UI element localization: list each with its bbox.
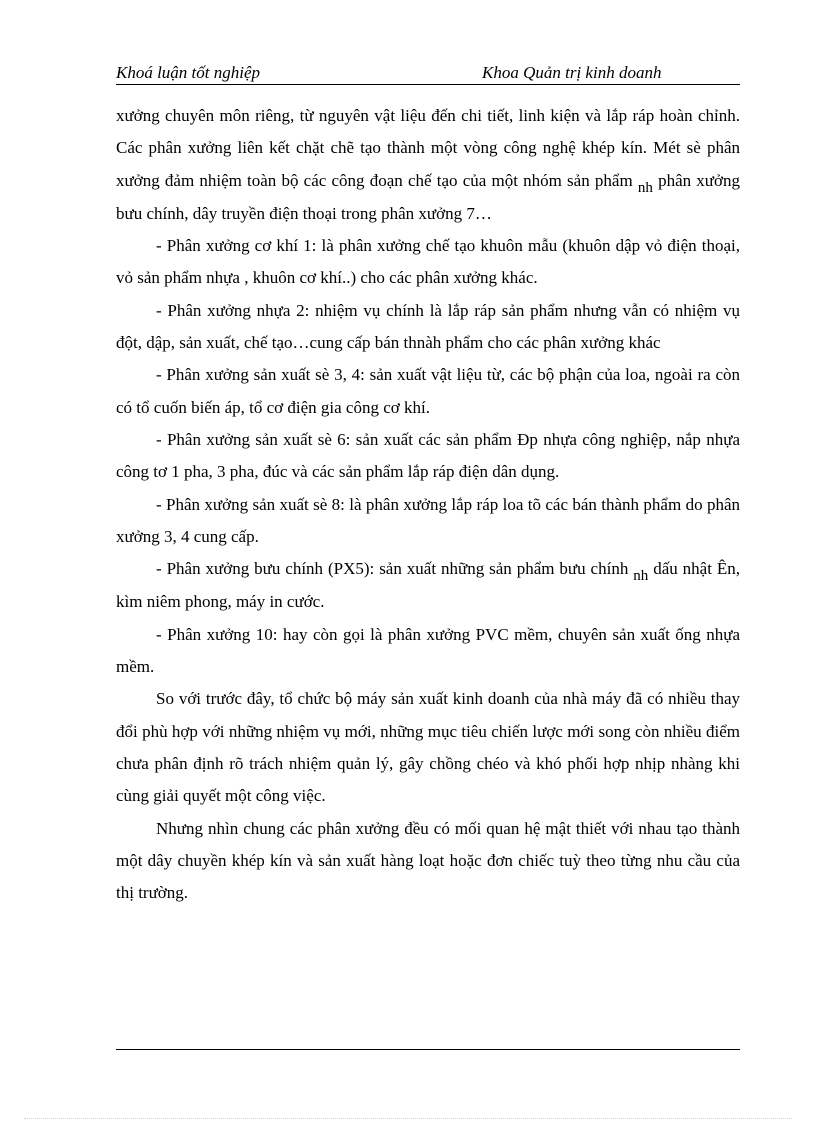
paragraph-nhua-2: - Phân xưởng nhựa 2: nhiệm vụ chính là lắp ráp sản phẩm nhưng vẫn có nhiệm vụ đột, dập, sản xuất, chế tạo…cung cấp bán thnàh phẩm cho các phân xưởng khác [116, 300, 740, 353]
paragraph-san-xuat-6: - Phân xưởng sản xuất sè 6: sản xuất các sản phẩm Ðp nhựa công nghiệp, nắp nhựa công tơ 1 pha, 3 pha, đúc và các sản phẩm lắp ráp điện dân dụng. [116, 429, 740, 482]
paragraph-san-xuat-3-4: - Phân xưởng sản xuất sè 3, 4: sản xuất vật liệu từ, các bộ phận của loa, ngoài ra còn có tổ cuốn biến áp, tổ cơ điện gia công cơ khí. [116, 365, 740, 417]
page-header [116, 62, 740, 85]
footer-divider [116, 1049, 740, 1050]
paragraph-1-text-a: xưởng chuyên môn riêng, từ nguyên vật liệu đến chi tiết, linh kiện và lắp ráp hoàn chỉnh. Các phân xưởng liên kết chặt chẽ tạo thành một vòng công nghệ khép kín. Mét sè phân xưởng đảm nhiệm toàn bộ các công đoạn chế tạo của một nhóm sản phẩm [116, 106, 740, 190]
header-left-title: Khoá luận tốt nghiệp [116, 63, 261, 82]
paragraph-so-voi-truoc: So với trước đây, tổ chức bộ máy sản xuất kinh doanh của nhà máy đã có nhiều thay đổi phù hợp với những nhiệm vụ mới, những mục tiêu chiến lược mới song còn nhiều điểm chưa phân định rõ trách nhiệm quản lý, gây chồng chéo và khó phối hợp nhịp nhàng khi cùng giải quyết một công việc. [116, 689, 740, 806]
paragraph-san-xuat-8: - Phân xưởng sản xuất sè 8: là phân xưởng lắp ráp loa tõ các bán thành phẩm do phân xưởng 3, 4 cung cấp. [116, 494, 740, 546]
paragraph-co-khi-1: - Phân xưởng cơ khí 1: là phân xưởng chế tạo khuôn mẫu (khuôn dập vỏ điện thoại, vỏ sản phẩm nhựa , khuôn cơ khí..) cho các phân xưởng khác. [116, 236, 740, 288]
paragraph-nhung-nhin-chung: Nhưng nhìn chung các phân xưởng đều có mối quan hệ mật thiết với nhau tạo thành một dây chuyền khép kín và sản xuất hàng loạt hoặc đơn chiếc tuỳ theo từng nhu cầu của thị trường. [116, 818, 740, 903]
paragraph-1-nh: nh [637, 179, 653, 196]
paragraph-px-10: - Phân xưởng 10: hay còn gọi là phân xưởng PVC mềm, chuyên sản xuất ống nhựa mềm. [116, 624, 740, 677]
paragraph-buu-chinh-text-b: dấu nhật Ên, kìm niêm phong, máy in cước. [116, 559, 740, 612]
header-right-title: Khoa Quản trị kinh doanh [482, 63, 662, 82]
paragraph-buu-chinh-nh: nh [633, 568, 649, 585]
paragraph-buu-chinh [116, 553, 740, 619]
page-bottom-edge [24, 1118, 792, 1119]
paragraph-buu-chinh-text-a: - Phân xưởng bưu chính (PX5): sản xuất những sản phẩm bưu chính [156, 559, 634, 579]
paragraph-1 [116, 100, 740, 230]
paragraph-1-text-b: phân xưởng bưu chính, dây truyền điện thoại trong phân xưởng 7… [116, 170, 741, 223]
document-body [116, 100, 740, 909]
